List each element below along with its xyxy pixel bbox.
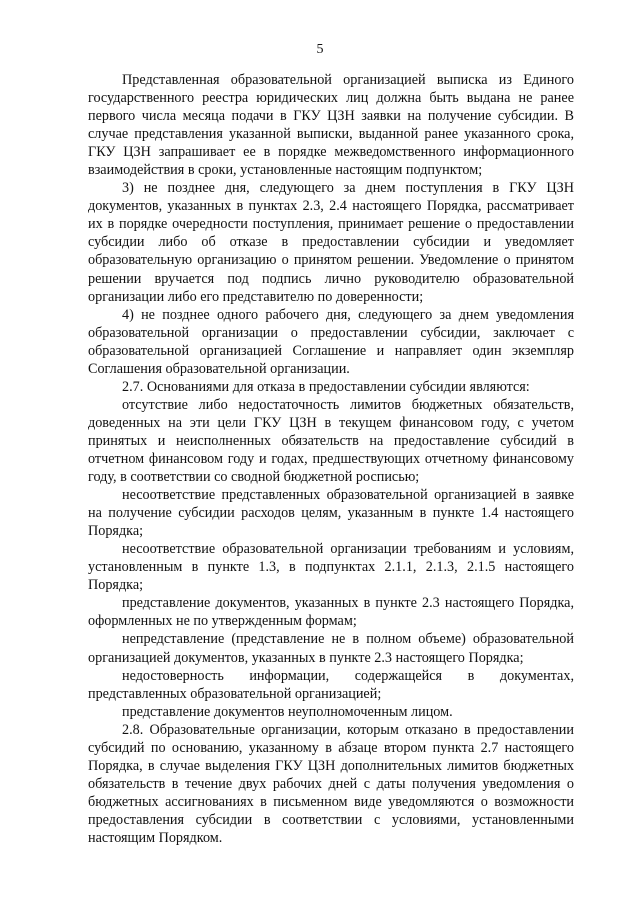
paragraph-refusal-incomplete: непредставление (представление не в полном объеме) образовательной организацией документов, указанных в пункте 2.3 настоящего Порядка; [88,631,574,666]
paragraph-extract-requirement: Представленная образовательной организацией выписка из Единого государственного реестра юридических лиц должна быть выдана не ранее первого числа месяца подачи в ГКУ ЦЗН заявки на получение субсидии. В случае представления указанной выписки, выданной ранее указанного срока, ГКУ ЦЗН запрашивает ее в порядке межведомственного информационного взаимодействия в сроки, установленные настоящим подпунктом; [88,72,574,179]
paragraph-refusal-forms: представление документов, указанных в пункте 2.3 настоящего Порядка, оформленных не по утвержденным формам; [88,595,574,630]
paragraph-item-4: 4) не позднее одного рабочего дня, следующего за днем уведомления образовательной организации о предоставлении субсидии, заключает с образовательной организацией Соглашение и направляет один экземпляр Соглашения образовательной организации. [88,306,574,377]
page-number: 5 [316,42,324,57]
paragraph-2-7-heading: 2.7. Основаниями для отказа в предоставлении субсидии являются: [122,378,530,395]
paragraph-refusal-unreliable: недостоверность информации, содержащейся в документах, представленных образовательной организацией; [88,667,574,702]
paragraph-refusal-unauthorized: представление документов неуполномоченным лицом. [122,703,453,720]
paragraph-refusal-limits: отсутствие либо недостаточность лимитов бюджетных обязательств, доведенных на эти цели ГКУ ЦЗН в текущем финансовом году, с учетом принятых и неисполненных обязательств на предоставление субсидий в отчетном финансовом году и годах, предшествующих отчетному финансовому году, в соответствии со сводной бюджетной росписью; [88,396,574,486]
document-body [88,71,574,847]
paragraph-item-3: 3) не позднее дня, следующего за днем поступления в ГКУ ЦЗН документов, указанных в пунктах 2.3, 2.4 настоящего Порядка, рассматривает их в порядке очередности поступления, принимает решение о предоставлении субсидии либо об отказе в предоставлении субсидии и уведомляет образовательную организацию о принятом решении. Уведомление о принятом решении вручается под подпись лично руководителю образовательной организации либо его представителю по доверенности; [88,180,574,305]
paragraph-refusal-expenses: несоответствие представленных образовательной организацией в заявке на получение субсидии расходов целям, указанным в пункте 1.4 настоящего Порядка; [88,487,574,540]
paragraph-refusal-requirements: несоответствие образовательной организации требованиям и условиям, установленным в пункте 1.3, в подпунктах 2.1.1, 2.1.3, 2.1.5 настоящего Порядка; [88,541,574,594]
paragraph-2-8: 2.8. Образовательные организации, которым отказано в предоставлении субсидий по основанию, указанному в абзаце втором пункта 2.7 настоящего Порядка, в случае выделения ГКУ ЦЗН дополнительных лимитов бюджетных обязательств в течение двух рабочих дней с даты получения уведомления о бюджетных ассигнованиях в письменном виде уведомляются о возможности предоставления субсидии в соответствии с условиями, установленными настоящим Порядком. [88,721,574,846]
